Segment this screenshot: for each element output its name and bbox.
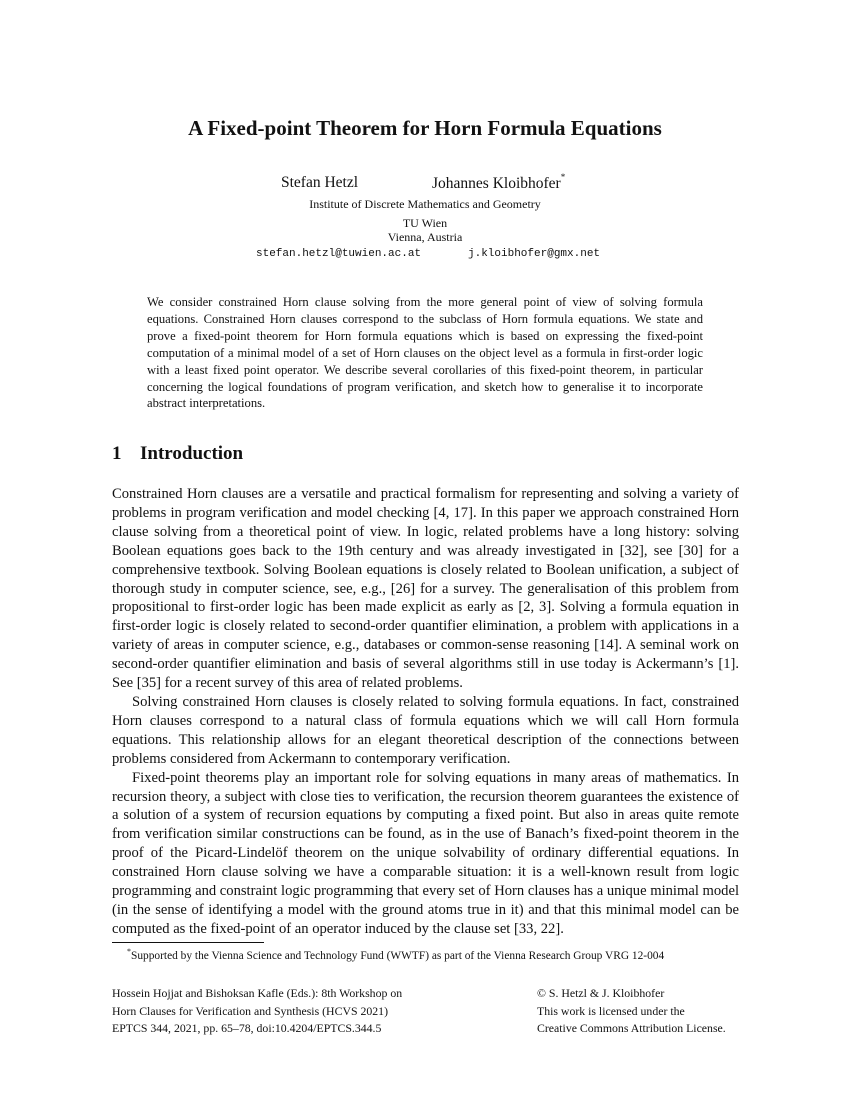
publication-info-line: Hossein Hojjat and Bishoksan Kafle (Eds.): 8th Workshop on [112,986,403,1000]
license-info [537,985,726,1038]
author-name: Johannes Kloibhofer [432,175,561,193]
section-heading [112,443,243,465]
license-info-line: This work is licensed under the [537,1003,685,1018]
paragraph: Fixed-point theorems play an important role for solving equations in many areas of mathematics. In recursion theory, a subject with close ties to verification, the recursion theorem guarantees the existence of a solution of a system of recursion equations by computing a fixed point. But also in areas quite remote from verification similar constructions can be found, as in the use of Banach’s fixed-point theorem in the proof of the Picard-Lindelöf theorem on the unique solvability of ordinary differential equations. In constrained Horn clause solving we have a comparable situation: it is a well-known result from logic programming and constraint logic programming that every set of Horn clauses has a unique minimal model (in the sense of identifying a model with the ground atoms true in it) and that this minimal model can be computed as the fixed-point of an operator induced by the clause set [33, 22]. [112,769,739,937]
affiliation-institute: Institute of Discrete Mathematics and Geometry [309,197,541,211]
footnote-text: Supported by the Vienna Science and Technology Fund (WWTF) as part of the Vienna Research Group VRG 12-004 [131,949,665,962]
publication-info-line: Horn Clauses for Verification and Synthesis (HCVS 2021) [112,1003,388,1018]
paragraph: Solving constrained Horn clauses is closely related to solving formula equations. In fact, constrained Horn clauses correspond to a natural class of formula equations which we will call Horn formula equations. This relationship allows for an elegant theoretical description of the connections between problems considered from Ackermann to contemporary verification. [112,693,739,767]
section-number: 1 [112,443,122,464]
abstract: We consider constrained Horn clause solving from the more general point of view of solving formula equations. Constrained Horn clauses correspond to the subclass of Horn formula equations. We state and prove a fixed-point theorem for Horn formula equations which is based on expressing the fixed-point computation of a minimal model of a set of Horn clauses on the object level as a formula in first-order logic with a least fixed point operator. We describe several corollaries of this fixed-point theorem, in particular concerning the logical foundations of program verification, and sketch how to generalise it to incorporate abstract interpretations. [147,295,703,411]
affiliation-city: Vienna, Austria [387,230,463,244]
paper-title: A Fixed-point Theorem for Horn Formula Equations [188,116,662,140]
email-address: stefan.hetzl@tuwien.ac.at [256,248,422,260]
footnote [127,947,664,962]
section-title: Introduction [140,443,244,464]
footnote-mark: * [560,172,566,182]
license-info-line: Creative Commons Attribution License. [537,1021,726,1035]
email-address: j.kloibhofer@gmx.net [468,248,601,260]
footnote-mark: * [127,947,131,956]
paragraph: Constrained Horn clauses are a versatile and practical formalism for representing and solving a variety of problems in program verification and model checking [4, 17]. In this paper we approach constrained Horn clause solving from a theoretical point of view. In logic, related problems have a long history: solving Boolean equations goes back to the 19th century and was already investigated in [32], see [30] for a comprehensive textbook. Solving Boolean equations is closely related to Boolean unification, a subject of thorough study in computer science, see, e.g., [26] for a survey. The generalisation of this problem from propositional to first-order logic has been made explicit as early as [2, 3]. Solving a formula equation in first-order logic is closely related to second-order quantifier elimination, a problem with applications in a variety of areas in computer science, e.g., databases or common-sense reasoning [14]. A seminal work on second-order quantifier elimination and basis of several algorithms still in use today is Ackermann’s [1]. See [35] for a recent survey of this area of related problems. [112,486,739,692]
author-name: Stefan Hetzl [281,174,359,191]
publication-info-line: EPTCS 344, 2021, pp. 65–78, doi:10.4204/EPTCS.344.5 [112,1021,382,1035]
section-body [112,485,739,939]
publication-info [112,985,402,1038]
author-list [0,174,850,196]
affiliation-university: TU Wien [402,216,448,230]
author-name-with-mark [432,174,565,193]
license-info-line: © S. Hetzl & J. Kloibhofer [537,986,665,1000]
footnote-divider [112,942,264,943]
